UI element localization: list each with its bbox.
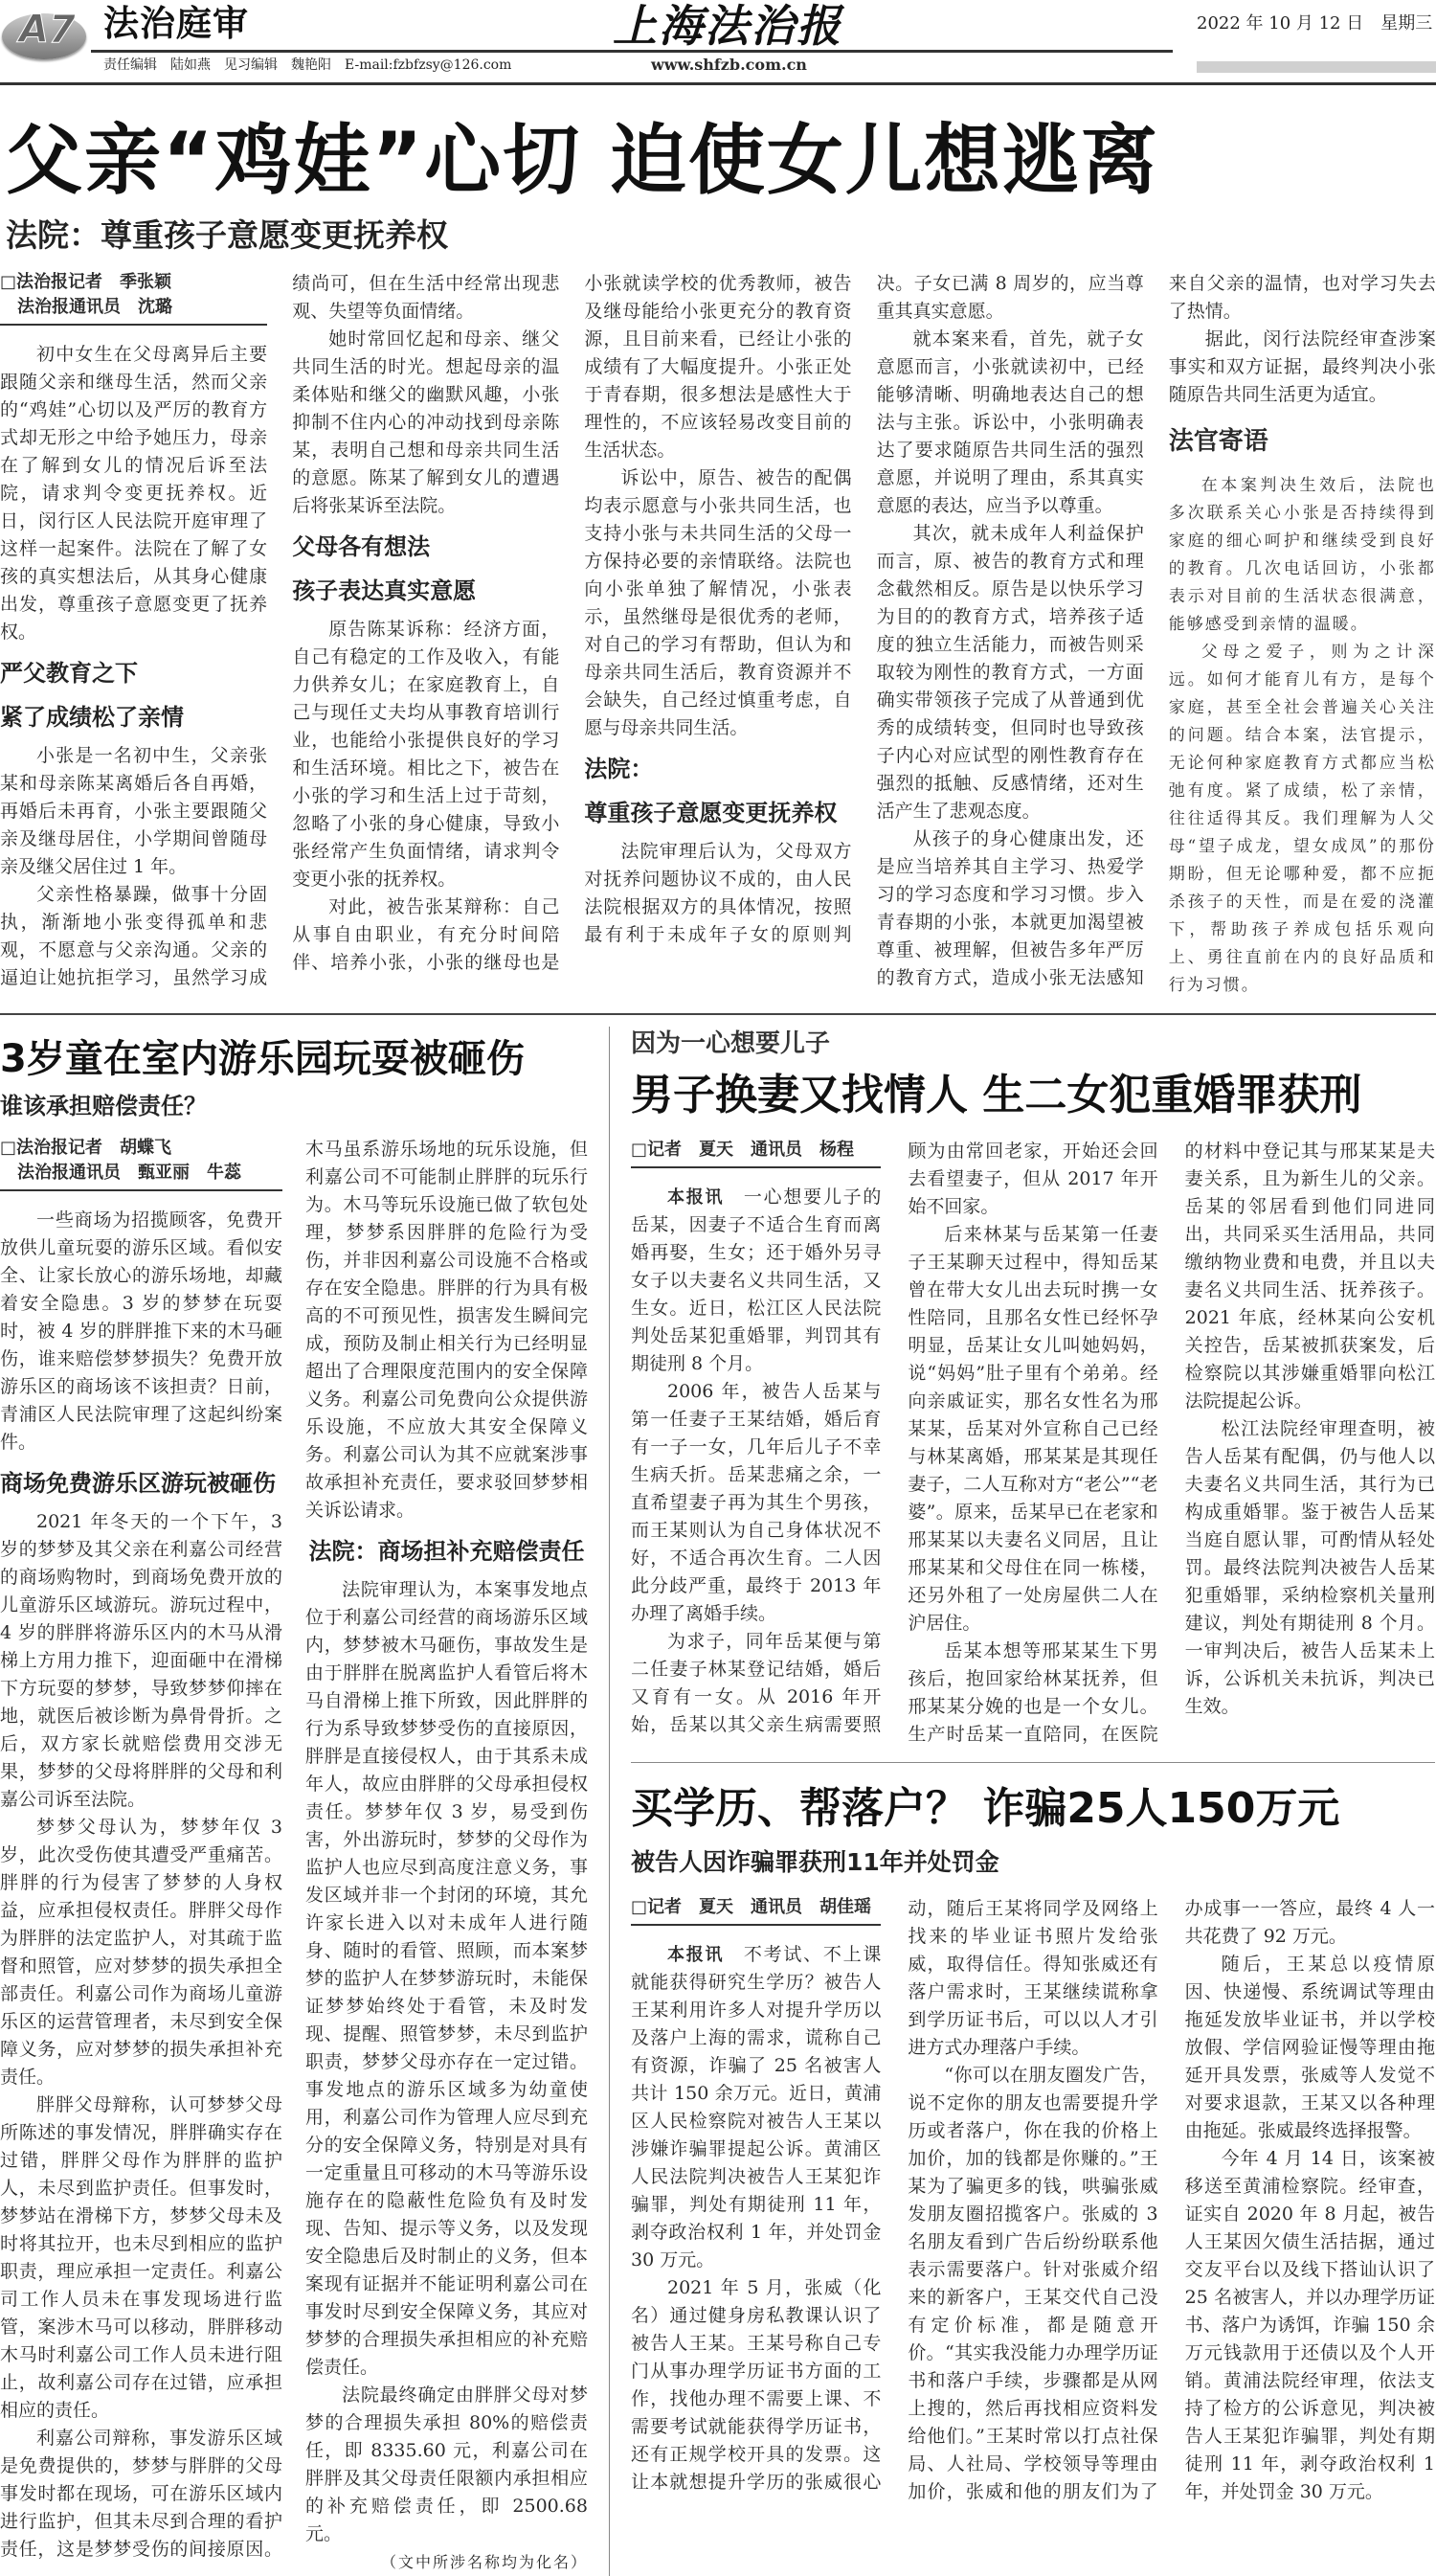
paragraph: “你可以在朋友圈发广告，说不定你的朋友也需要提升学历或者落户，你在我的价格上加价，加的钱都是你赚的。”王某为了骗更多的钱，哄骗张威发朋友圈招揽客户。张威的 3 名朋友看到广告后纷纷联系他表示需要落户。针对张威介绍来的新客户，王某交代自己没有定价标准，都是随意开价。“其实我没能力办理学历证书和落户手续，步骤都是从网上搜的，然后再找相应资料发给他们。”王某时常以打点社保局、人社局、学校领导等理由加价，张威和他的朋友们为了办成事一一答应，最终 4 人一共花费了 92 万元。 bbox=[908, 1898, 1435, 2502]
paragraph: 梦梦父母认为，梦梦年仅 3 岁，此次受伤使其遭受严重痛苦。胖胖的行为侵害了梦梦的人身权益，应承担侵权责任。胖胖父母作为胖胖的法定监护人，对其疏于监督和照管，应对梦梦的损失承担全部责任。利嘉公司作为商场儿童游乐区的运营管理者，未尽到安全保障义务，应对梦梦的损失承担补充责任。 bbox=[0, 1817, 282, 2088]
paragraph: 松江法院经审理查明，被告人岳某有配偶，仍与他人以夫妻名义共同生活，其行为已构成重婚罪。鉴于被告人岳某当庭自愿认罪，可酌情从轻处罚。最终法院判决被告人岳某犯重婚罪，采纳检察机关量刑建议，判处有期徒刑 8 个月。一审判决后，被告人岳某未上诉，公诉机关未抗诉，判决已生效。 bbox=[1184, 1418, 1435, 1717]
paragraph: 胖胖父母辩称，认可梦梦父母所陈述的事发情况，胖胖确实存在过错，胖胖父母作为胖胖的监护人，未尽到监护责任。但事发时，梦梦站在滑梯下方，梦梦父母未及时将其拉开，也未尽到相应的监护职责，理应承担一定责任。利嘉公司工作人员未在事发现场进行监管，案涉木马可以移动，胖胖移动木马时利嘉公司工作人员未进行阻止，故利嘉公司存在过错，应承担相应的责任。 bbox=[0, 2094, 282, 2421]
section-heading: 紧了成绩松了亲情 bbox=[0, 704, 184, 731]
newspaper-masthead: 上海法治报 bbox=[613, 0, 842, 52]
article-headline: 买学历、帮落户？ 诈骗25人150万元 bbox=[631, 1784, 1340, 1833]
paragraph: 就本案来看，首先，就子女意愿而言，小张就读初中，已经能够清晰、明确地表达自己的想法与主张。诉讼中，小张明确表达了要求随原告共同生活的强烈意愿，并说明了理由，系其真实意愿的表达，应当予以尊重。 bbox=[876, 328, 1144, 516]
article-body bbox=[0, 1136, 588, 2576]
paragraph: 她时常回忆起和母亲、继父共同生活的时光。想起母亲的温柔体贴和继父的幽默风趣，小张抑制不住内心的冲动找到母亲陈某，表明自己想和母亲共同生活的意愿。陈某了解到女儿的遭遇后将张某诉至法院。 bbox=[292, 328, 560, 516]
section-heading: 法院： bbox=[584, 756, 654, 782]
paragraph: 诉讼中，原告、被告的配偶均表示愿意与小张共同生活，也支持小张与未共同生活的父母一方保持必要的亲情联络。法院也向小张单独了解情况，小张表示，虽然继母是很优秀的老师，对自己的学习有帮助，但认为和母亲共同生活后，教育资源并不会缺失，自己经过慎重考虑，自愿与母亲共同生活。 bbox=[584, 467, 852, 738]
paragraph: 利嘉公司辩称，事发游乐区域是免费提供的，梦梦与胖胖的父母事发时都在现场，可在游乐区域内进行监护，但其未尽到合理的看护责任，这是梦梦受伤的间接原因。木马虽系游乐场地的玩乐设施，但利嘉公司不可能制止胖胖的玩乐行为。木马等玩乐设施已做了软包处理，梦梦系因胖胖的危险行为受伤，并非因利嘉公司设施不合格或存在安全隐患。胖胖的行为具有极高的不可预见性，损害发生瞬间完成，预防及制止相关行为已经明显超出了合理限度范围内的安全保障义务。利嘉公司免费向公众提供游乐设施，不应放大其安全保障义务。利嘉公司认为其不应就案涉事故承担补充责任，要求驳回梦梦相关诉讼请求。 bbox=[0, 1139, 588, 2560]
paragraph: 其次，就未成年人利益保护而言，原、被告的教育方式和理念截然相反。原告是以快乐学习为目的的教育方式，培养孩子适度的独立生活能力，而被告则采取较为刚性的教育方式，一方面确实带领孩子完成了从普通到优秀的成绩转变，但同时也导致孩子内心对应试型的刚性教育存在强烈的抵触、反感情绪，还对生活产生了悲观态度。 bbox=[876, 523, 1144, 822]
article-subheadline: 被告人因诈骗罪获刑11年并处罚金 bbox=[631, 1848, 999, 1876]
byline: □记者 夏天 通讯员 胡佳瑶 bbox=[631, 1895, 881, 1926]
byline: □记者 夏天 通讯员 杨程 bbox=[631, 1138, 881, 1168]
paragraph: 据此，闵行法院经审查涉案事实和双方证据，最终判决小张随原告共同生活更为适宜。 bbox=[1168, 328, 1436, 405]
section-heading: 严父教育之下 bbox=[0, 660, 138, 687]
byline: □法治报记者 胡蝶飞 法治报通讯员 甄亚丽 牛蕊 bbox=[0, 1136, 282, 1191]
page-number: A7 bbox=[19, 8, 76, 52]
article-headline: 3岁童在室内游乐园玩耍被砸伤 bbox=[0, 1037, 525, 1081]
dateline: 本报讯 bbox=[667, 1945, 725, 1965]
article-headline: 男子换妻又找情人 生二女犯重婚罪获刑 bbox=[631, 1071, 1362, 1119]
paragraph: 父亲性格暴躁，做事十分固执，渐渐地小张变得孤单和悲观，不愿意与父亲沟通。父亲的逼迫让她抗拒学习，虽然学习成绩尚可，但在生活中经常出现悲观、失望等负面情绪。 bbox=[0, 273, 560, 988]
right-articles bbox=[610, 1027, 1436, 2506]
divider bbox=[631, 1762, 1435, 1763]
byline: □法治报记者 季张颖 法治报通讯员 沈璐 bbox=[0, 270, 267, 326]
page-number-badge bbox=[2, 8, 86, 59]
paragraph: 法院最终确定由胖胖父母对梦梦的合理损失承担 80%的赔偿责任，即 8335.60 元，利嘉公司在胖胖及其父母责任限额内承担相应的补充赔偿责任，即 2500.68 元。 bbox=[305, 2384, 588, 2544]
column-heading: 法官寄语 bbox=[1168, 427, 1268, 456]
section-heading: 尊重孩子意愿变更抚养权 bbox=[584, 800, 838, 826]
paragraph bbox=[631, 1941, 881, 2274]
article-subheadline: 谁该承担赔偿责任？ bbox=[0, 1093, 207, 1119]
article-body bbox=[631, 1138, 1435, 1749]
paragraph: 随后，王某总以疫情原因、快递慢、系统调试等理由拖延发放毕业证书，并以学校放假、学信网验证慢等理由拖延开具发票，张威等人发觉不对要求退款，王某又以各种理由拖延。张威最终选择报警。 bbox=[1184, 1954, 1435, 2141]
issue-date: 2022 年 10 月 12 日 星期三 bbox=[1197, 13, 1433, 34]
paragraph: 为求子，同年岳某便与第二任妻子林某登记结婚，婚后又育有一女。从 2016 年开始，岳某以其父亲生病需要照顾为由常回老家，开始还会回去看望妻子，但从 2017 年开始不回家。 bbox=[631, 1141, 1158, 1735]
header-rule-bottom bbox=[0, 82, 1436, 85]
section-heading: 父母各有想法 bbox=[292, 533, 431, 560]
commentary-paragraph: 在本案判决生效后，法院也多次联系关心小张是否持续得到家庭的细心呵护和继续受到良好的教育。几次电话回访，小张都表示对目前的生活状态很满意，能够感受到亲情的温暖。 bbox=[1168, 476, 1436, 634]
article-body bbox=[631, 1895, 1435, 2506]
paragraph bbox=[631, 1184, 881, 1378]
paragraph: 初中女生在父母离异后主要跟随父亲和继母生活，然而父亲的“鸡娃”心切以及严厉的教育方式却无形之中给予她压力，母亲在了解到女儿的情况后诉至法院，请求判令变更抚养权。近日，闵行区人民法院开庭审理了这样一起案件。法院在了解了女孩的真实想法后，从其身心健康出发，尊重孩子意愿变更了抚养权。 bbox=[0, 344, 268, 643]
paragraph: 法院审理认为，本案事发地点位于利嘉公司经营的商场游乐区域内，梦梦被木马砸伤，事故发生是由于胖胖在脱离监护人看管后将木马自滑梯上推下所致，因此胖胖的行为系导致梦梦受伤的直接原因，胖胖是直接侵权人，由于其系未成年人，故应由胖胖的父母承担侵权责任。梦梦年仅 3 岁，易受到伤害，外出游玩时，梦梦的父母作为监护人也应尽到高度注意义务，事发区域并非一个封闭的环境，其允许家长进入以对未成年人进行随身、随时的看管、照顾，而本案梦梦的监护人在梦梦游玩时，未能保证梦梦始终处于看管，未及时发现、提醒、照管梦梦，未尽到监护职责，梦梦父母亦存在一定过错。事发地点的游乐区域多为幼童使用，利嘉公司作为管理人应尽到充分的安全保障义务，特别是对具有一定重量且可移动的木马等游乐设施存在的隐蔽性危险负有及时发现、告知、提示等义务，以及发现安全隐患后及时制止的义务，但本案现有证据并不能证明利嘉公司在事发时尽到安全保障义务，其应对梦梦的合理损失承担相应的补充赔偿责任。 bbox=[305, 1579, 588, 2378]
lower-section bbox=[0, 1027, 1436, 2576]
paragraph: 从孩子的身心健康出发，还是应当培养其自主学习、热爱学习的学习态度和学习习惯。步入青春期的小张，本就更加渴望被尊重、被理解，但被告多年严厉的教育方式，造成小张无法感知来自父亲的温情，也对学习失去了热情。 bbox=[876, 273, 1436, 988]
main-headline: 父亲“鸡娃”心切 迫使女儿想逃离 bbox=[6, 116, 1160, 205]
paragraph: 对此，被告张某辩称：自己从事自由职业，有充分时间陪伴、培养小张，小张的继母也是小张就读学校的优秀教师，被告及继母能给小张更充分的教育资源，且目前来看，已经让小张的成绩有了大幅度提升。小张正处于青春期，很多想法是感性大于理性的，不应该轻易改变目前的生活状态。 bbox=[292, 273, 852, 973]
article-kicker: 因为一心想要儿子 bbox=[631, 1029, 831, 1058]
dateline: 本报讯 bbox=[667, 1187, 725, 1208]
section-heading: 孩子表达真实意愿 bbox=[292, 577, 477, 604]
editors-line: 责任编辑 陆如燕 见习编辑 魏艳阳 E-mail:fzbfzsy@126.com bbox=[103, 57, 512, 73]
left-article bbox=[0, 1027, 610, 2576]
paragraph: 一些商场为招揽顾客，免费开放供儿童玩耍的游乐区域。看似安全、让家长放心的游乐场地，却藏着安全隐患。3 岁的梦梦在玩耍时，被 4 岁的胖胖推下来的木马砸伤，谁来赔偿梦梦损失？免费开放游乐区的商场该不该担责？日前，青浦区人民法院审理了这起纠纷案件。 bbox=[0, 1209, 282, 1453]
paragraph: 后来林某与岳某第一任妻子王某聊天过程中，得知岳某曾在带大女儿出去玩时携一女性陪同，且那名女性已经怀孕明显，岳某让女儿叫她妈妈，说“妈妈”肚子里有个弟弟。经向亲戚证实，那名女性名为邢某某，岳某对外宣称自己已经与林某离婚，邢某某是其现任妻子，二人互称对方“老公”“老婆”。原来，岳某早已在老家和邢某某以夫妻名义同居，且让邢某某和父母住在同一栋楼，还另外租了一处房屋供二人在沪居住。 bbox=[908, 1224, 1158, 1634]
website-url: www.shfzb.com.cn bbox=[651, 56, 807, 74]
decorative-bar bbox=[1197, 61, 1436, 73]
page-header bbox=[0, 0, 1436, 92]
name-disclaimer: （文中所涉名称均为化名） bbox=[380, 2553, 588, 2571]
article-body bbox=[0, 270, 1436, 1013]
paragraph-text: 一心想要儿子的岳某，因妻子不适合生育而离婚再娶，生女；还于婚外另寻女子以夫妻名义共同生活，又生女。近日，松江区人民法院判处岳某犯重婚罪，判罚其有期徒刑 8 个月。 bbox=[631, 1186, 882, 1374]
paragraph: 今年 4 月 14 日，该案被移送至黄浦检察院。经审查，证实自 2020 年 8 月起，被告人王某因欠债生活拮据，通过交友平台以及线下搭讪认识了 25 名被害人，并以办理学历证书、落户为诱饵，诈骗 150 余万元钱款用于还债以及个人开销。黄浦法院经审理，依法支持了检方的公诉意见，判决被告人王某犯诈骗罪，判处有期徒刑 11 年，剥夺政治权利 1 年，并处罚金 30 万元。 bbox=[1184, 2148, 1435, 2502]
paragraph: 2021 年 5 月，张威（化名）通过健身房私教课认识了被告人王某。王某号称自己专门从事办理学历证书方面的工作，找他办理不需要上课、不需要考试就能获得学历证书，还有正规学校开具的发票。这让本就想提升学历的张威很心动，随后王某将同学及网络上找来的毕业证书照片发给张威，取得信任。得知张威还有落户需求时，王某继续谎称拿到学历证书后，可以以人才引进方式办理落户手续。 bbox=[631, 1898, 1158, 2493]
section-heading: 法院：商场担补充赔偿责任 bbox=[308, 1538, 585, 1565]
divider bbox=[0, 1013, 1436, 1015]
paragraph: 法院审理后认为，父母双方对抚养问题协议不成的，由人民法院根据双方的具体情况，按照最有利于未成年子女的原则判决。子女已满 8 周岁的，应当尊重其真实意愿。 bbox=[584, 273, 1144, 945]
paragraph: 2006 年，被告人岳某与第一任妻子王某结婚，婚后育有一子一女，几年后儿子不幸生病夭折。岳某悲痛之余，一直希望妻子再为其生个男孩，而王某则认为自己身体状况不好，不适合再次生育。二人因此分歧严重，最终于 2013 年办理了离婚手续。 bbox=[631, 1381, 882, 1624]
section-title: 法治庭审 bbox=[103, 3, 249, 44]
main-subheadline: 法院：尊重孩子意愿变更抚养权 bbox=[6, 216, 448, 254]
paragraph: 原告陈某诉称：经济方面，自己有稳定的工作及收入，有能力供养女儿；在家庭教育上，自己与现任丈夫均从事教育培训行业，也能给小张提供良好的学习和生活环境。相比之下，被告在小张的学习和生活上过于苛刻，忽略了小张的身心健康，导致小张经常产生负面情绪，请求判令变更小张的抚养权。 bbox=[292, 619, 560, 890]
commentary-paragraph: 父母之爱子，则为之计深远。如何才能育儿有方，是每个家庭，甚至全社会普遍关心关注的问题。结合本案，法官提示，无论何种家庭教育方式都应当松弛有度。紧了成绩，松了亲情，往往适得其反。我们理解为人父母“望子成龙，望女成凤”的那份期盼，但无论哪种爱，都不应扼杀孩子的天性，而是在爱的浇灌下，帮助孩子养成包括乐观向上、勇往直前在内的良好品质和行为习惯。 bbox=[1168, 643, 1436, 995]
paragraph-text: 不考试、不上课就能获得研究生学历？被告人王某利用许多人对提升学历以及落户上海的需求，谎称自己有资源，诈骗了 25 名被害人共计 150 余万元。近日，黄浦区人民检察院对被告人王某以涉嫌诈骗罪提起公诉。黄浦区人民法院判决被告人王某犯诈骗罪，判处有期徒刑 11 年，剥夺政治权利 1 年，并处罚金 30 万元。 bbox=[631, 1944, 882, 2271]
section-heading: 商场免费游乐区游玩被砸伤 bbox=[0, 1470, 276, 1497]
paragraph: 小张是一名初中生，父亲张某和母亲陈某离婚后各自再婚，再婚后未再育，小张主要跟随父亲及继母居住，小学期间曾随母亲及继父居住过 1 年。 bbox=[0, 745, 268, 877]
paragraph: 2021 年冬天的一个下午，3 岁的梦梦及其父亲在利嘉公司经营的商场购物时，到商场免费开放的儿童游乐区域游玩。游玩过程中，4 岁的胖胖将游乐区内的木马从滑梯上方用力推下，迎面砸中在滑梯下方玩耍的梦梦，导致梦梦仰摔在地，就医后被诊断为鼻骨骨折。之后，双方家长就赔偿费用交涉无果，梦梦的父母将胖胖的父母和利嘉公司诉至法院。 bbox=[0, 1511, 282, 1810]
paragraph: 岳某本想等邢某某生下男孩后，抱回家给林某抚养，但邢某某分娩的也是一个女儿。生产时岳某一直陪同，在医院的材料中登记其与邢某某是夫妻关系，且为新生儿的父亲。岳某的邻居看到他们同进同出，共同采买生活用品，共同缴纳物业费和电费，并且以夫妻名义共同生活、抚养孩子。2021 年底，经林某向公安机关控告，岳某被抓获案发，后检察院以其涉嫌重婚罪向松江法院提起公诉。 bbox=[908, 1141, 1435, 1745]
